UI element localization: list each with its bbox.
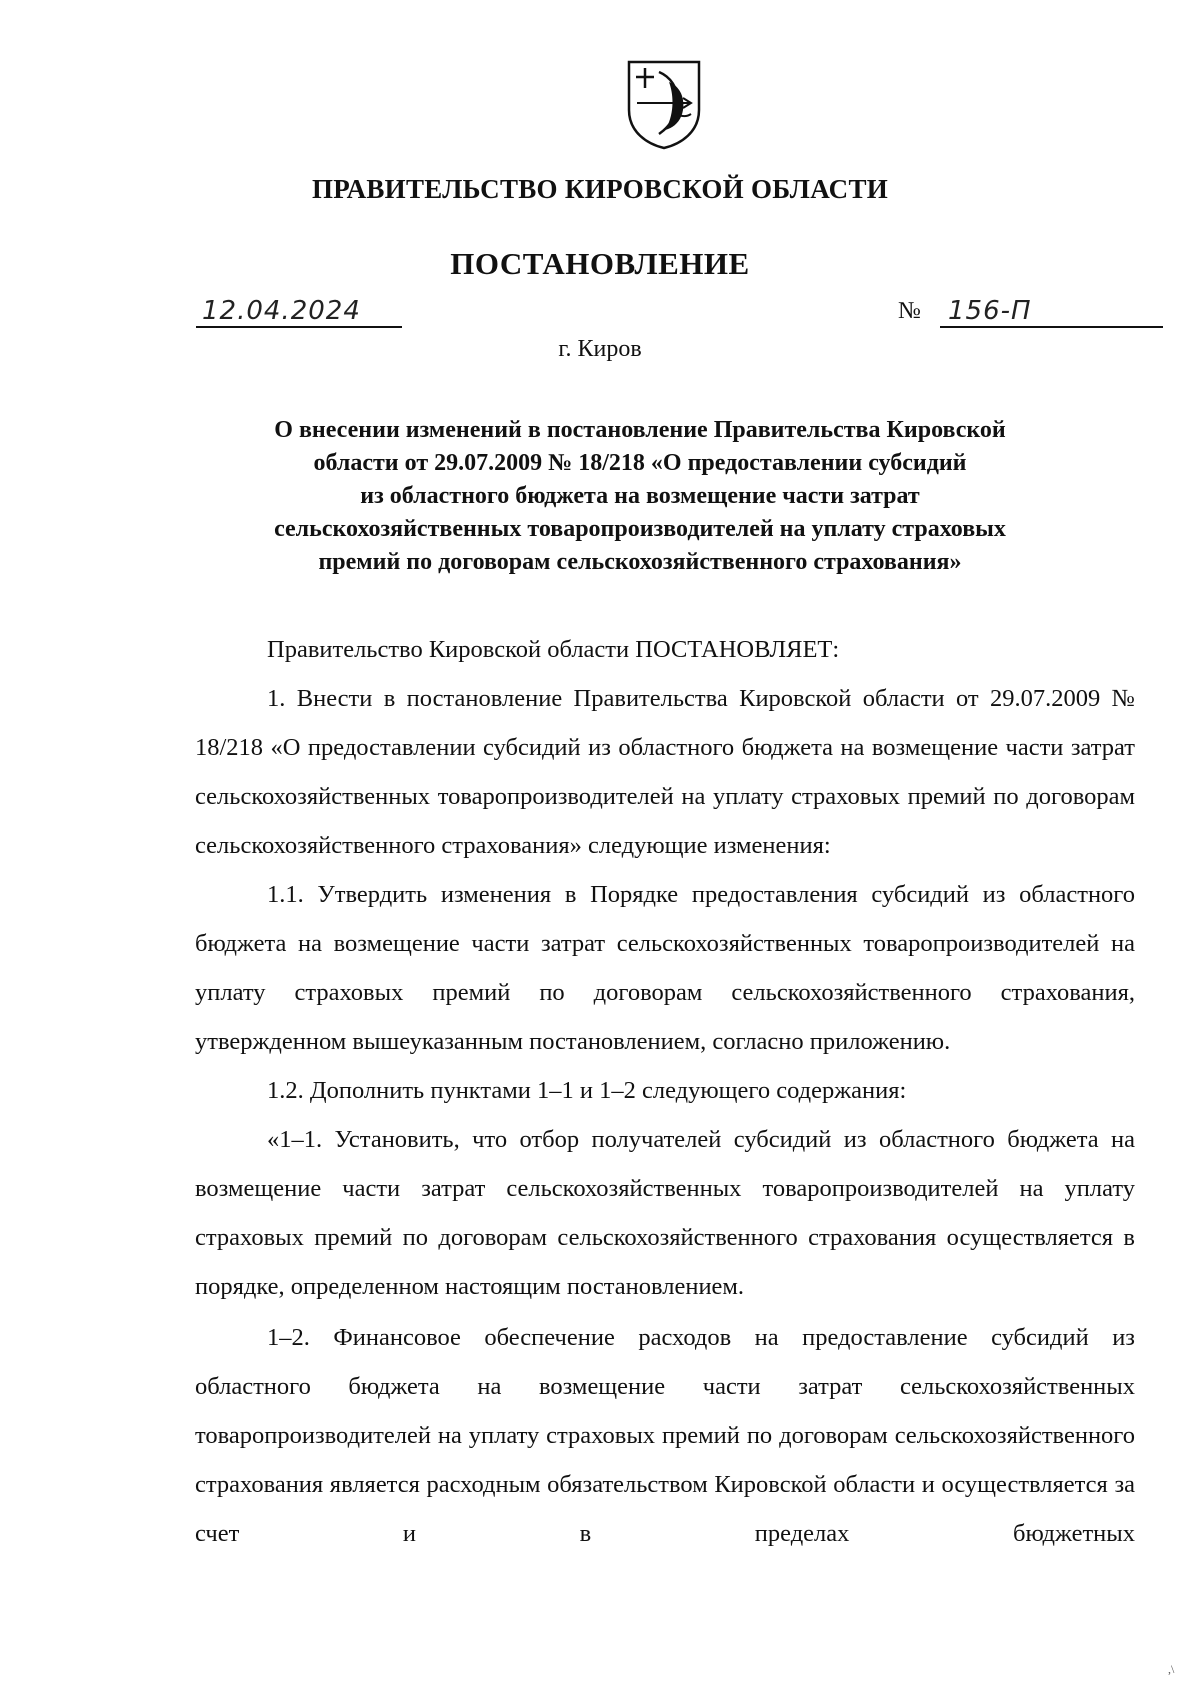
paragraph-1-2-insert: 1–2. Финансовое обеспечение расходов на предоставление субсидий из областного бюджета на возмещение части затрат сельскохозяйственных товаропроизводителей на уплату страховых премий по договорам сельскохозяйственного страхования является расходным обязательством Кировской области и осуществляется за счет и в пределах бюджетных [195,1324,1135,1547]
paragraph-1-2: 1.2. Дополнить пунктами 1–1 и 1–2 следующего содержания: [267,1077,907,1104]
heading-line: О внесении изменений в постановление Правительства Кировской [274,417,1006,443]
heading-line: премий по договорам сельскохозяйственного страхования» [318,549,962,575]
document-number: 156-П [940,296,1163,328]
paragraph-1: 1. Внести в постановление Правительства Кировской области от 29.07.2009 № 18/218 «О предоставлении субсидий из областного бюджета на возмещение части затрат сельскохозяйственных товаропроизводителей на уплату страховых премий по договорам сельскохозяйственного страхования» следующие изменения: [195,685,1135,859]
preamble-paragraph: Правительство Кировской области ПОСТАНОВЛЯЕТ: [267,636,840,663]
heading-line: сельскохозяйственных товаропроизводителей на уплату страховых [274,516,1006,542]
number-label: № [898,298,921,324]
document-heading [200,414,1080,579]
scan-mark: ,\ [1168,1662,1175,1676]
document-type: ПОСТАНОВЛЕНИЕ [450,246,750,281]
paragraph-1-1: 1.1. Утвердить изменения в Порядке предоставления субсидий из областного бюджета на возмещение части затрат сельскохозяйственных товаропроизводителей на уплату страховых премий по договорам сельскохозяйственного страхования, утвержденном вышеуказанным постановлением, согласно приложению. [195,881,1135,1055]
document-body [195,625,1135,1558]
heading-line: области от 29.07.2009 № 18/218 «О предоставлении субсидий [313,450,967,476]
heading-line: из областного бюджета на возмещение части затрат [360,483,920,509]
government-title: ПРАВИТЕЛЬСТВО КИРОВСКОЙ ОБЛАСТИ [311,174,889,204]
paragraph-1-1-insert: «1–1. Установить, что отбор получателей субсидий из областного бюджета на возмещение части затрат сельскохозяйственных товаропроизводителей на уплату страховых премий по договорам сельскохозяйственного страхования осуществляется в порядке, определенном настоящим постановлением. [195,1126,1135,1300]
document-date: 12.04.2024 [196,296,402,328]
city: г. Киров [558,336,642,362]
coat-of-arms-icon [625,58,703,150]
